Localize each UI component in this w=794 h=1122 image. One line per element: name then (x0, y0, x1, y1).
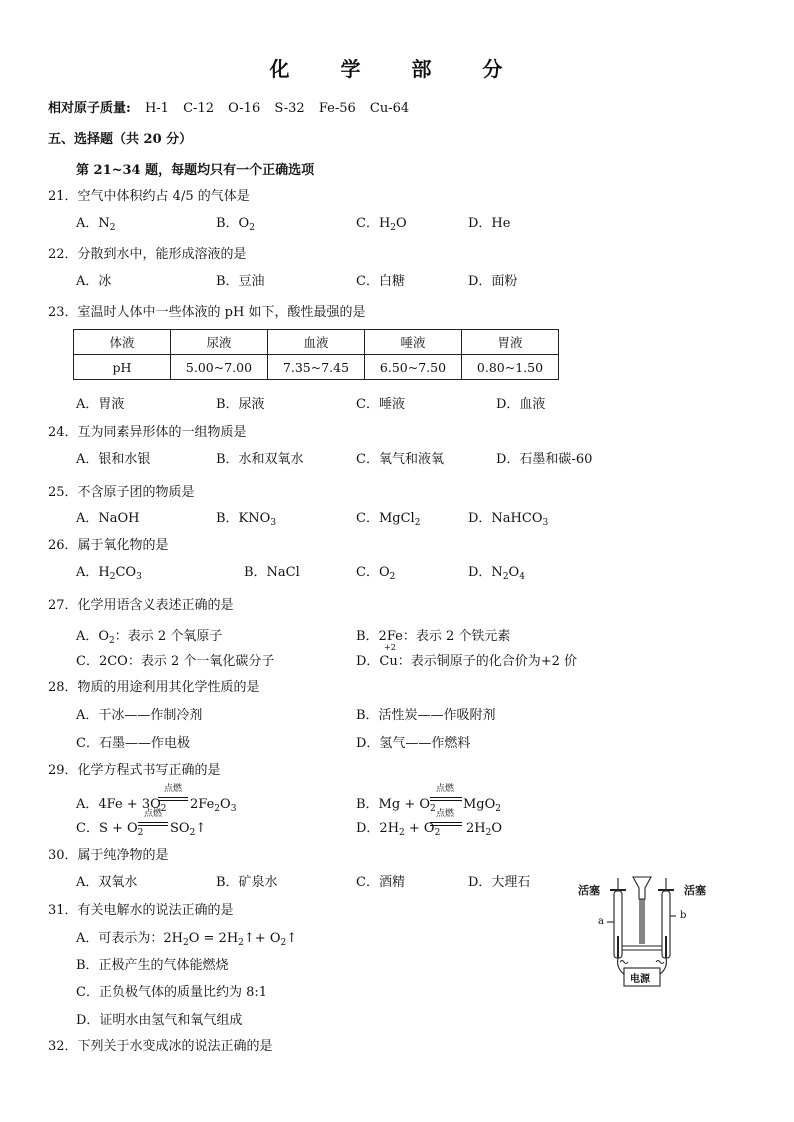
q26-option-a: A．$H_2CO_3$ (76, 565, 142, 582)
q23-option-b: B．尿液 (216, 397, 265, 412)
q29-b-condition: 点燃 (436, 784, 455, 794)
q30-option-d: D．大理石 (468, 875, 531, 890)
q28-option-d: D．氢气——作燃料 (356, 736, 471, 751)
q31-option-b: B．正极产生的气体能燃烧 (76, 958, 229, 973)
q29-c-left: C．$S + O_2$ (76, 821, 144, 838)
q22-option-b: B．豆油 (216, 274, 265, 289)
q21-option-d: D．He (468, 216, 511, 231)
q23-stem: 23．室温时人体中一些体液的 pH 如下，酸性最强的是 (48, 305, 366, 320)
q27-charge-mark: +2 (384, 643, 396, 652)
q32-stem: 32．下列关于水变成冰的说法正确的是 (48, 1039, 273, 1054)
q30-option-a: A．双氧水 (76, 875, 138, 890)
atomic-mass-h: H-1 (144, 101, 169, 116)
atomic-mass-c: C-12 (183, 101, 214, 116)
q27-option-a: A．$O_2$：表示 2 个氧原子 (76, 629, 223, 646)
q29-b-equals-sign (430, 797, 462, 801)
right-stopcock-label: 活塞 (684, 884, 706, 897)
q22-option-a: A．冰 (76, 274, 112, 289)
q31-option-a: A．可表示为：$2H_2O$ = $2H_2↑+$ $O_2↑$ (76, 931, 298, 948)
q29-a-left: A．$4Fe + 3O_2$ (76, 797, 167, 814)
atomic-mass-s: S-32 (274, 101, 305, 116)
q31-option-d: D．证明水由氢气和氧气组成 (76, 1013, 243, 1028)
q31-stem: 31．有关电解水的说法正确的是 (48, 903, 234, 918)
ph-table (73, 329, 559, 380)
tube-b-label: b (680, 910, 687, 921)
q31-option-c: C．正负极气体的质量比约为 8:1 (76, 985, 268, 1000)
atomic-mass-cu: Cu-64 (369, 101, 410, 116)
q22-option-c: C．白糖 (356, 274, 405, 289)
q24-option-c: C．氧气和液氧 (356, 452, 444, 467)
ph-table-cell: 体液 (74, 330, 171, 355)
q29-c-equals-sign (138, 822, 168, 826)
q21-stem: 21．空气中体积约占 4/5 的气体是 (48, 189, 250, 204)
q25-option-b: B．$KNO_3$ (216, 511, 277, 528)
ph-table-cell: 7.35~7.45 (268, 355, 365, 380)
q29-d-equals-sign (430, 822, 462, 826)
q25-stem: 25．不含原子团的物质是 (48, 485, 195, 500)
q21-option-a: A．$N_2$ (76, 216, 116, 233)
q27-stem: 27．化学用语含义表述正确的是 (48, 598, 234, 613)
q28-option-c: C．石墨——作电极 (76, 736, 190, 751)
q29-c-right: $SO_2↑$ (170, 821, 207, 838)
left-stopcock-label: 活塞 (578, 884, 600, 897)
q28-stem: 28．物质的用途利用其化学性质的是 (48, 680, 260, 695)
atomic-mass-line (48, 100, 409, 118)
q29-c-condition: 点燃 (144, 809, 163, 819)
q23-option-d: D．血液 (496, 397, 546, 412)
q29-b-right: MgO$_2$ (463, 797, 502, 814)
q28-option-b: B．活性炭——作吸附剂 (356, 708, 496, 723)
q29-d-condition: 点燃 (436, 809, 455, 819)
q24-option-a: A．银和水银 (76, 452, 151, 467)
q28-option-a: A．干冰——作制冷剂 (76, 708, 203, 723)
funnel (633, 877, 651, 899)
q21-option-c: C．$H_2O$ (356, 216, 407, 233)
q25-option-d: D．NaHCO$_3$ (468, 511, 549, 528)
q24-option-b: B．水和双氧水 (216, 452, 304, 467)
atomic-mass-fe: Fe-56 (318, 101, 356, 116)
ph-table-cell: 胃液 (462, 330, 559, 355)
atomic-mass-label: 相对原子质量: (48, 101, 131, 116)
tube-a-label: a (598, 916, 604, 927)
q29-d-right: $2H_2O$ (466, 821, 503, 838)
ph-table-cell: pH (74, 355, 171, 380)
ph-table-cell: 血液 (268, 330, 365, 355)
q23-option-a: A．胃液 (76, 397, 125, 412)
q26-option-b: B．NaCl (244, 565, 300, 580)
ph-table-cell: 6.50~7.50 (365, 355, 462, 380)
q26-stem: 26．属于氧化物的是 (48, 538, 169, 553)
ph-table-cell: 唾液 (365, 330, 462, 355)
q29-a-condition: 点燃 (164, 784, 183, 794)
q30-option-c: C．酒精 (356, 875, 405, 890)
ph-table-header-row (74, 330, 559, 355)
q25-option-c: C．MgCl$_2$ (356, 511, 421, 528)
page-title: 化 学 部 分 (269, 57, 525, 81)
ph-table-row (74, 355, 559, 380)
q22-stem: 22．分散到水中，能形成溶液的是 (48, 247, 247, 262)
q22-option-d: D．面粉 (468, 274, 518, 289)
ph-table-cell: 0.80~1.50 (462, 355, 559, 380)
q27-option-b: B．2Fe：表示 2 个铁元素 (356, 629, 511, 644)
ph-table-cell: 5.00~7.00 (171, 355, 268, 380)
q24-option-d: D．石墨和碳-60 (496, 452, 593, 467)
q27-option-c: C．2CO：表示 2 个一氧化碳分子 (76, 654, 275, 669)
q26-option-d: D．$N_2O_4$ (468, 565, 525, 582)
section-subheading: 第 21~34 题，每题均只有一个正确选项 (76, 163, 315, 178)
q30-option-b: B．矿泉水 (216, 875, 278, 890)
q27-option-d: D．Cu：表示铜原子的化合价为+2 价 (356, 654, 578, 669)
ph-table-cell: 尿液 (171, 330, 268, 355)
q29-d-left: D．$2H_2 + O_2$ (356, 821, 441, 838)
q23-option-c: C．唾液 (356, 397, 405, 412)
q26-option-c: C．$O_2$ (356, 565, 396, 582)
q29-stem: 29．化学方程式书写正确的是 (48, 763, 221, 778)
q24-stem: 24．互为同素异形体的一组物质是 (48, 425, 247, 440)
q30-stem: 30．属于纯净物的是 (48, 848, 169, 863)
section-heading: 五、选择题（共 20 分） (48, 132, 193, 147)
atomic-mass-o: O-16 (228, 101, 261, 116)
q29-b-left: B．$Mg + O_2$ (356, 797, 436, 814)
q21-option-b: B．$O_2$ (216, 216, 255, 233)
q25-option-a: A．NaOH (76, 511, 140, 526)
power-supply-label: 电源 (630, 974, 650, 985)
q29-a-right: $2Fe_2O_3$ (190, 797, 237, 814)
q29-a-equals-sign (158, 797, 188, 801)
